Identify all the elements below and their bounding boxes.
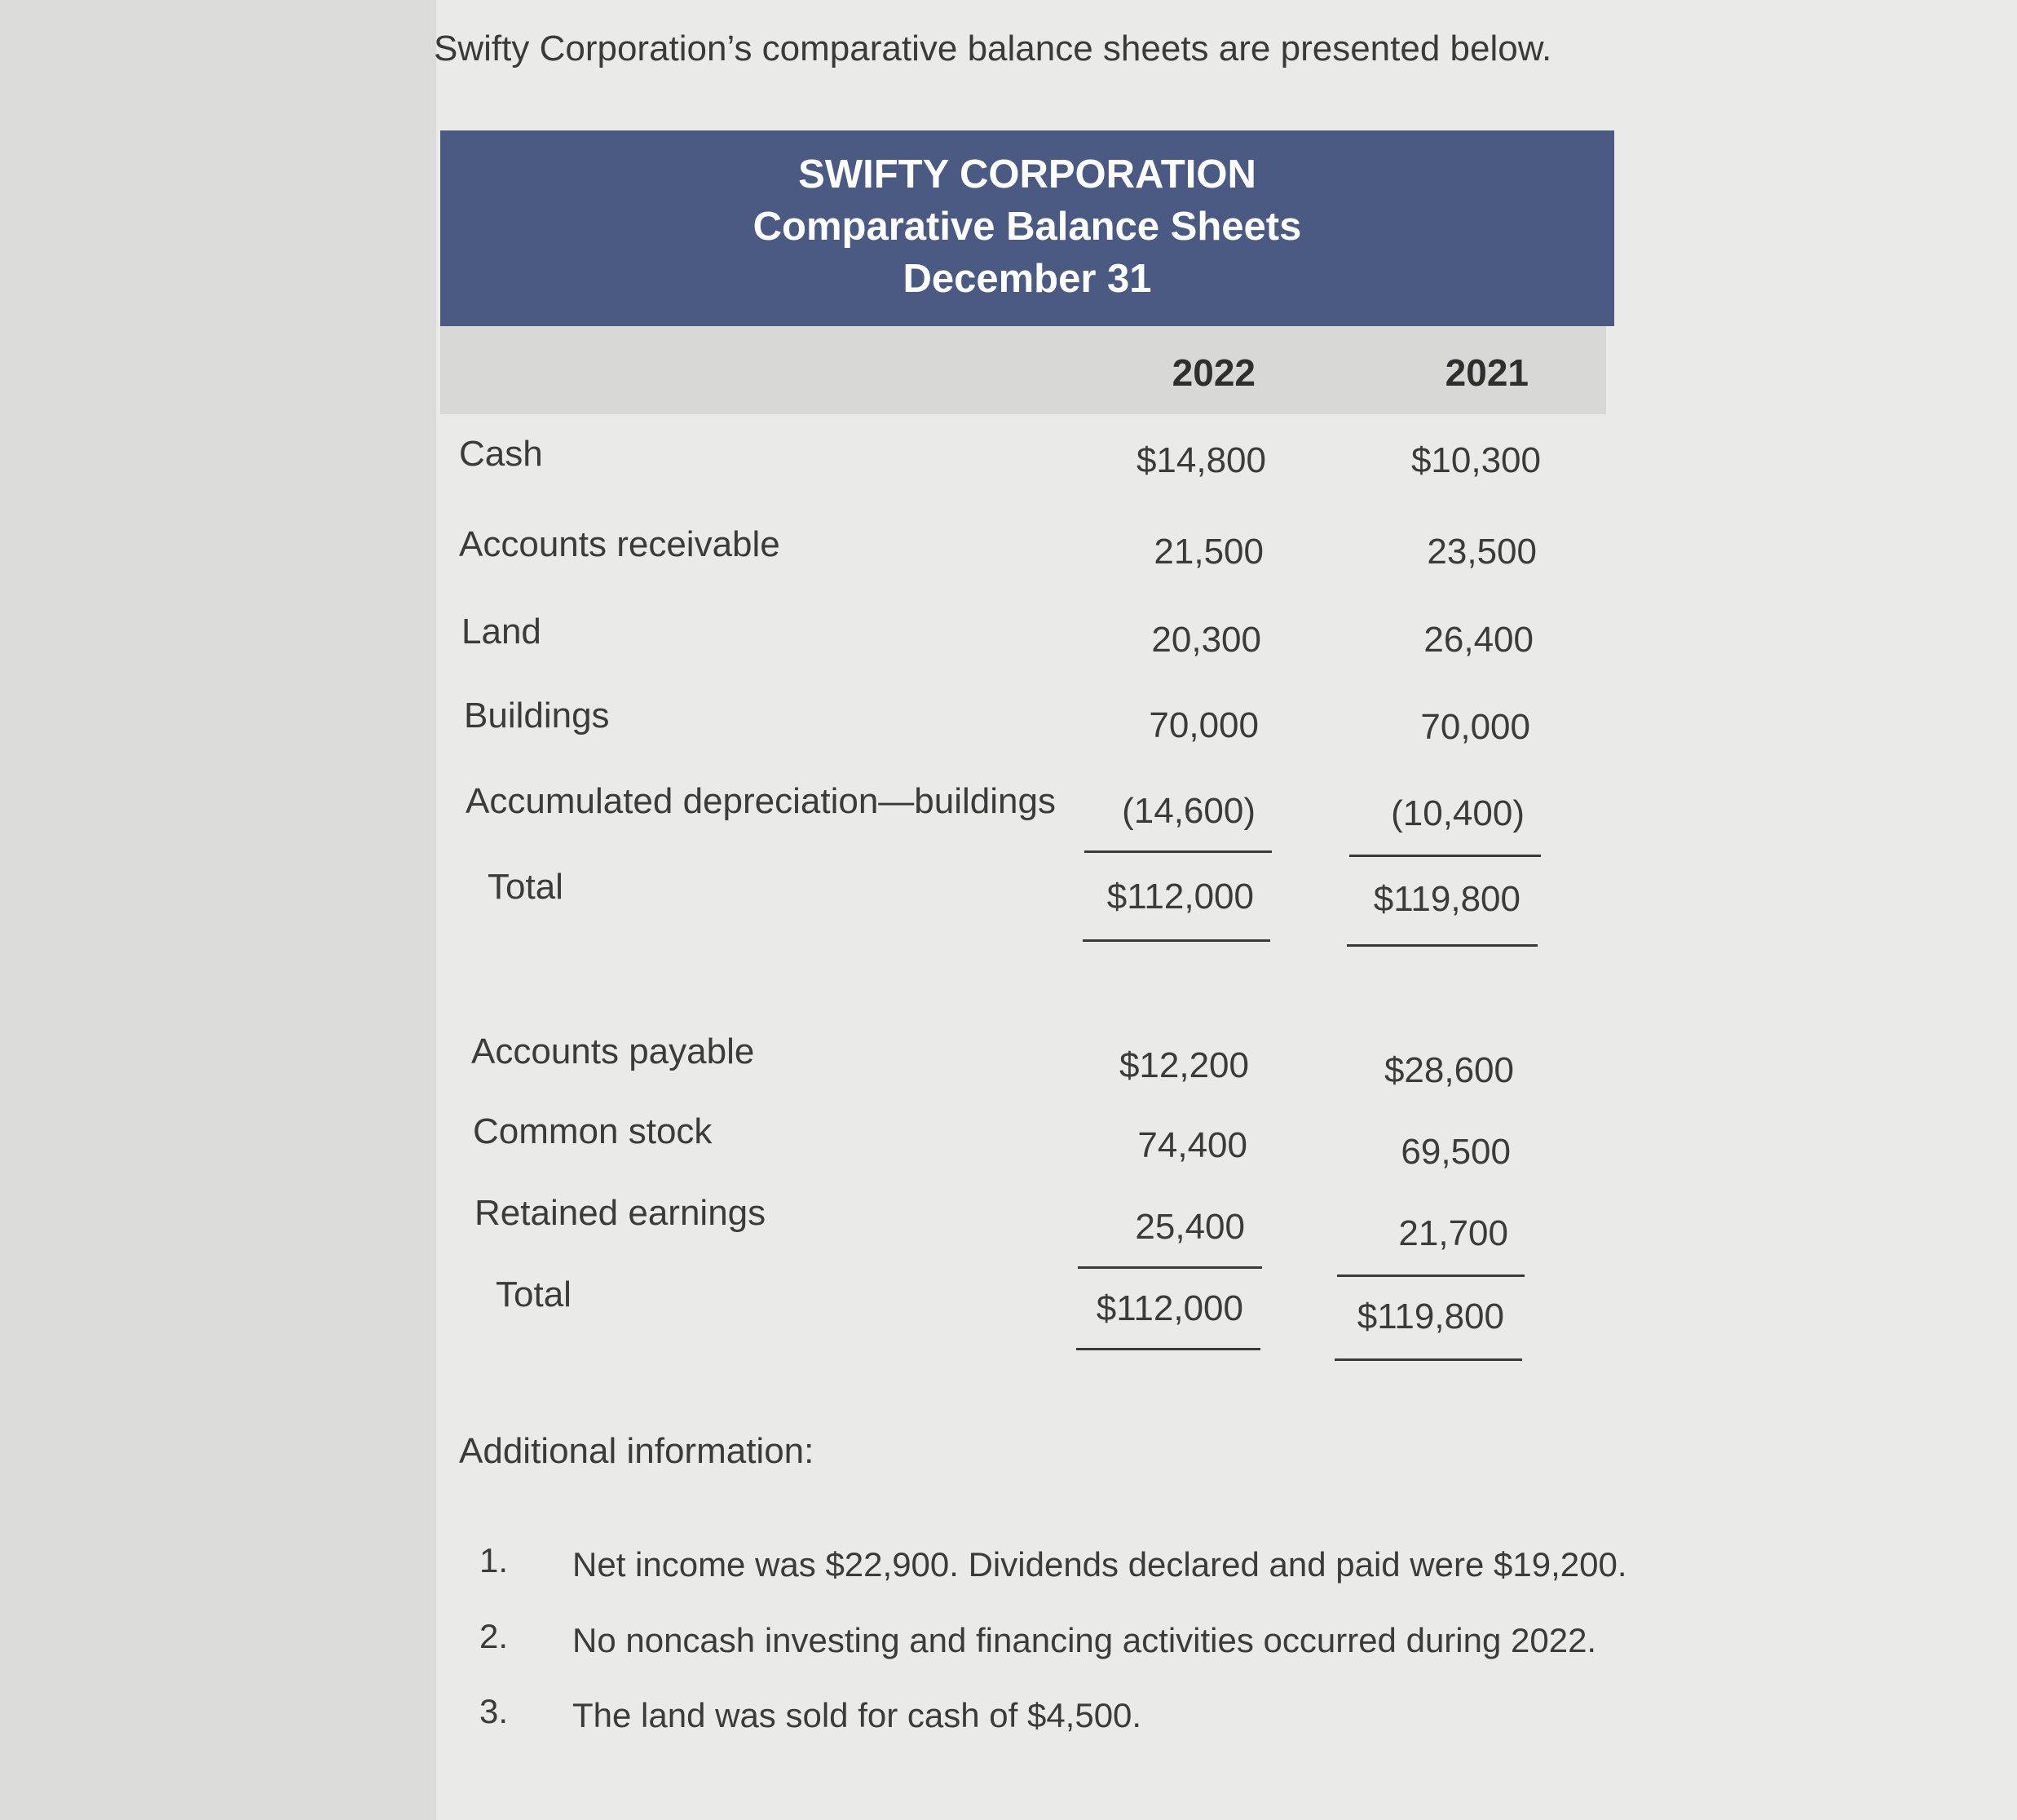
asset-buildings-2022: 70,000 — [1149, 705, 1259, 745]
liability-total-rule-2021 — [1335, 1358, 1522, 1361]
additional-item-text: The land was sold for cash of $4,500. — [572, 1696, 1142, 1734]
asset-subtotal-rule-2022 — [1084, 850, 1272, 853]
additional-info-title: Additional information: — [459, 1431, 814, 1471]
statement-title: Comparative Balance Sheets — [753, 205, 1302, 249]
asset-accum-dep-2021: (10,400) — [1391, 793, 1525, 833]
liability-ap-2021: $28,600 — [1384, 1050, 1514, 1090]
company-name: SWIFTY CORPORATION — [798, 152, 1256, 197]
liability-subtotal-rule-2021 — [1337, 1274, 1525, 1277]
equity-common-stock-2021: 69,500 — [1401, 1132, 1511, 1172]
asset-label-buildings: Buildings — [464, 696, 610, 736]
asset-total-rule-2022 — [1083, 939, 1270, 942]
equity-label-common-stock: Common stock — [473, 1111, 713, 1151]
additional-item-number: 2. — [479, 1617, 509, 1655]
additional-item-number: 1. — [479, 1541, 509, 1579]
intro-text: Swifty Corporation’s comparative balance sheets are presented below. — [434, 29, 1552, 68]
asset-land-2022: 20,300 — [1151, 620, 1261, 660]
equity-label-retained-earnings: Retained earnings — [474, 1193, 766, 1233]
equity-common-stock-2022: 74,400 — [1137, 1125, 1247, 1165]
asset-label-land: Land — [461, 612, 541, 652]
asset-ar-2021: 23,500 — [1427, 532, 1537, 572]
asset-total-2022: $112,000 — [1106, 877, 1254, 917]
year-2021-header: 2021 — [1445, 351, 1529, 394]
asset-accum-dep-2022: (14,600) — [1122, 791, 1256, 831]
liability-label-total: Total — [496, 1274, 572, 1314]
additional-item-text: No noncash investing and financing activities occurred during 2022. — [572, 1621, 1597, 1659]
year-2022-header: 2022 — [1172, 351, 1256, 394]
liability-ap-2022: $12,200 — [1119, 1045, 1249, 1085]
asset-cash-2021: $10,300 — [1410, 440, 1541, 480]
asset-cash-2022: $14,800 — [1136, 440, 1266, 480]
asset-subtotal-rule-2021 — [1349, 855, 1541, 857]
liability-label-accounts-payable: Accounts payable — [471, 1031, 755, 1071]
statement-header — [440, 130, 1614, 326]
additional-item-number: 3. — [479, 1692, 509, 1730]
asset-ar-2022: 21,500 — [1154, 532, 1264, 572]
statement-date: December 31 — [903, 257, 1152, 301]
asset-land-2021: 26,400 — [1423, 620, 1534, 660]
asset-buildings-2021: 70,000 — [1420, 707, 1530, 747]
liability-total-rule-2022 — [1076, 1348, 1260, 1350]
liability-total-2021: $119,800 — [1357, 1297, 1504, 1336]
liability-subtotal-rule-2022 — [1078, 1266, 1262, 1269]
asset-label-total: Total — [488, 867, 563, 907]
liability-total-2022: $112,000 — [1096, 1288, 1243, 1328]
asset-total-2021: $119,800 — [1373, 879, 1520, 919]
equity-retained-earnings-2021: 21,700 — [1398, 1213, 1508, 1253]
equity-retained-earnings-2022: 25,400 — [1135, 1207, 1245, 1247]
asset-total-rule-2021 — [1347, 944, 1538, 947]
additional-item-text: Net income was $22,900. Dividends declared and paid were $19,200. — [572, 1545, 1627, 1584]
asset-label-accumulated-depreciation: Accumulated depreciation—buildings — [466, 781, 1056, 821]
asset-label-accounts-receivable: Accounts receivable — [459, 524, 780, 564]
asset-label-cash: Cash — [459, 434, 543, 474]
